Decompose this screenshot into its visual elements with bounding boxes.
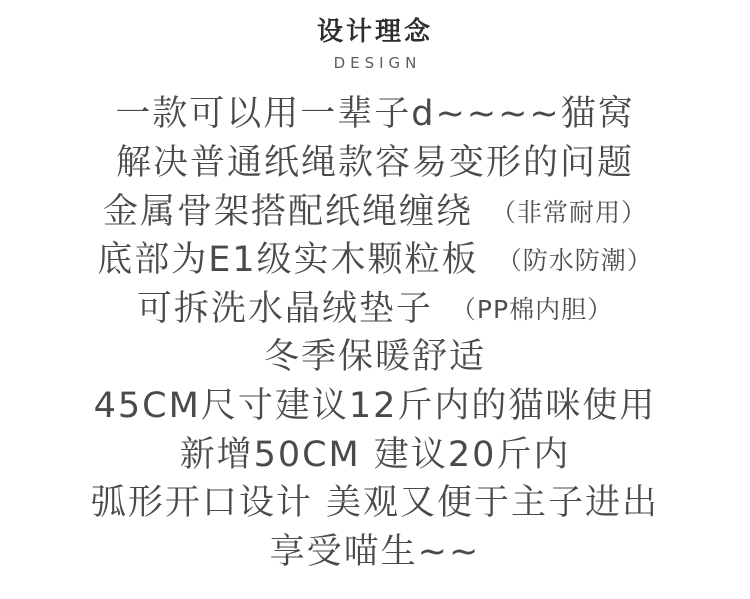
line-text: 享受喵生~~ xyxy=(269,531,481,572)
description-block xyxy=(0,91,750,577)
line-text: 冬季保暖舒适 xyxy=(263,337,486,378)
description-line-4 xyxy=(0,236,750,285)
description-line-9 xyxy=(0,479,750,528)
description-line-6 xyxy=(0,334,750,383)
line-note: （非常耐用） xyxy=(491,197,648,227)
section-title: 设计理念 xyxy=(316,17,433,47)
section-subtitle: DESIGN xyxy=(333,54,422,73)
line-text: 弧形开口设计 美观又便于主子进出 xyxy=(90,483,660,524)
line-text: 新增50CM 建议20斤内 xyxy=(179,434,571,475)
line-text: 一款可以用一辈子d~~~~猫窝 xyxy=(115,94,635,135)
line-note: （PP棉内胆） xyxy=(450,294,614,324)
line-text: 解决普通纸绳款容易变形的问题 xyxy=(115,143,634,184)
description-line-1 xyxy=(0,91,750,140)
line-note: （防水防潮） xyxy=(496,246,653,276)
line-text: 金属骨架搭配纸绳缠绕 xyxy=(102,191,473,232)
line-text: 45CM尺寸建议12斤内的猫咪使用 xyxy=(93,386,657,427)
section-header xyxy=(0,0,750,72)
description-line-10 xyxy=(0,528,750,577)
description-line-5 xyxy=(0,285,750,334)
description-line-3 xyxy=(0,188,750,237)
line-text: 可拆洗水晶绒垫子 xyxy=(136,288,433,329)
line-text: 底部为E1级实木颗粒板 xyxy=(97,240,479,281)
description-line-8 xyxy=(0,431,750,480)
description-line-2 xyxy=(0,139,750,188)
description-line-7 xyxy=(0,382,750,431)
